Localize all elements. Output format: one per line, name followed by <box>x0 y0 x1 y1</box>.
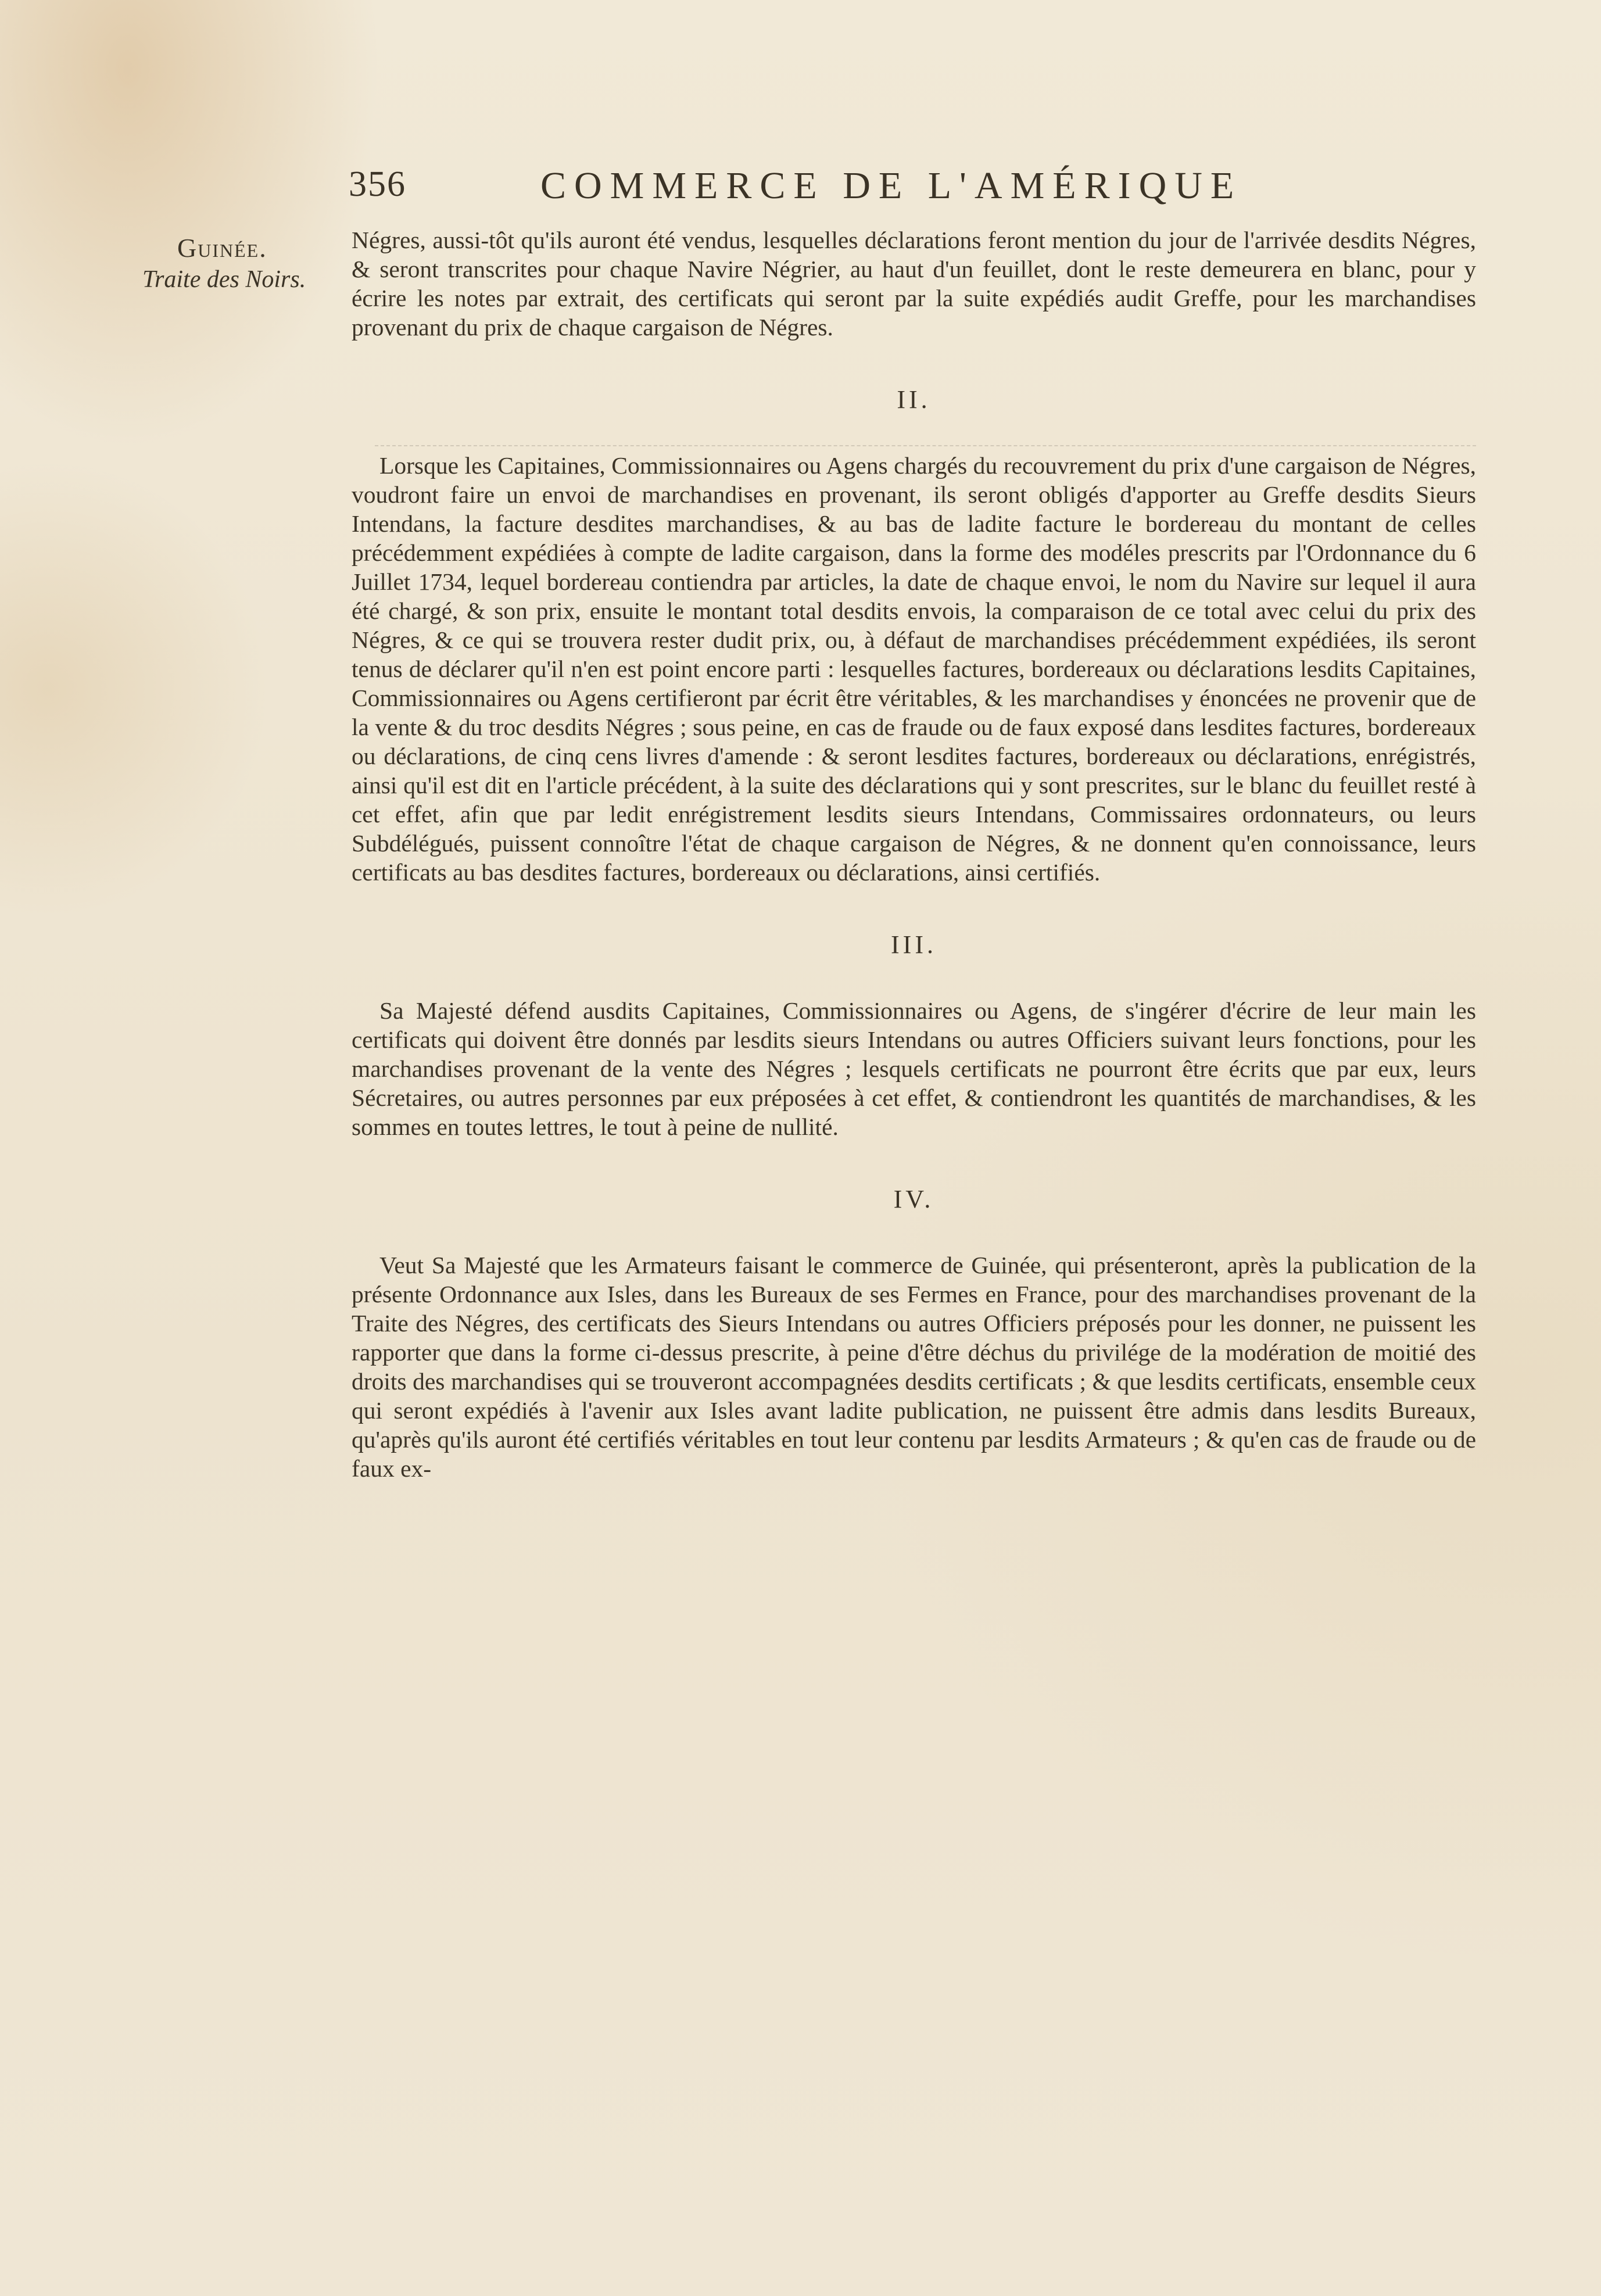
article-text: Lorsque les Capitaines, Commissionnaires ou Agens chargés du recouvrement du prix d'une cargaison de Négres, voudront faire un envoi de marchandises en provenant, ils seront obligés d'apporter au Greffe desdits Sieurs Intendans, la facture desdites marchandises, & au bas de ladite facture le bordereau du montant de celles précédemment expédiées à compte de ladite cargaison, dans la forme des modéles prescrits par l'Ordonnance du 6 Juillet 1734, lequel bordereau contiendra par articles, la date de chaque envoi, le nom du Navire sur lequel il aura été chargé, & son prix, ensuite le montant total desdits envois, la comparaison de ce total avec celui du prix des Négres, & ce qui se trouvera rester dudit prix, ou, à défaut de marchandises précédemment expédiées, ils seront tenus de déclarer qu'il n'en est point encore parti : lesquelles factures, bordereaux ou déclarations lesdits Capitaines, Commissionnaires ou Agens certifieront par écrit être véritables, & les marchandises y énoncées ne provenir que de la vente & du troc desdits Négres ; sous peine, en cas de fraude ou de faux exposé dans lesdites factures, bordereaux ou déclarations, de cinq cens livres d'amende : & seront lesdites factures, bordereaux ou déclarations, enrégistrés, ainsi qu'il est dit en l'article précédent, à la suite des déclarations qui y sont prescrites, sur le blanc du feuillet resté à cet effet, afin que par ledit enrégistrement lesdits sieurs Intendans, Commissaires ordonnateurs, ou leurs Subdélégués, puissent connoître l'état de chaque cargaison de Négres, & ne donnent qu'en connoissance, leurs certificats au bas desdites factures, bordereaux ou déclarations, ainsi certifiés. <box>352 452 1476 886</box>
running-title: COMMERCE DE L'AMÉRIQUE <box>540 164 1242 207</box>
margin-note-topic: Traite des Noirs. <box>142 266 306 293</box>
intro-paragraph: Négres, aussi-tôt qu'ils auront été vendus, lesquelles déclarations feront mention du jour de l'arrivée desdits Négres, & seront transcrites pour chaque Navire Négrier, au haut d'un feuillet, dont le reste demeurera en blanc, pour y écrire les notes par extrait, des certificats qui seront par la suite expédiés audit Greffe, pour les marchandises provenant du prix de chaque cargaison de Négres. <box>352 227 1476 341</box>
article-heading: III. <box>891 930 937 959</box>
page-header <box>349 164 1476 216</box>
article-text: Sa Majesté défend ausdits Capitaines, Commissionnaires ou Agens, de s'ingérer d'écrire de leur main les certificats qui doivent être donnés par lesdits sieurs Intendans ou autres Officiers suivant leurs fonctions, pour les marchandises provenant de la vente des Négres ; lesquels certificats ne pourront être écrits que par eux, leurs Sécretaires, ou autres personnes par eux préposées à cet effet, & contiendront les quantités de marchandises, & les sommes en toutes lettres, le tout à peine de nullité. <box>352 997 1476 1140</box>
article-ii <box>352 382 1476 887</box>
document-body <box>352 225 1476 1483</box>
section-divider <box>375 445 1476 447</box>
article-iv <box>352 1182 1476 1483</box>
article-iii <box>352 927 1476 1141</box>
article-heading: IV. <box>893 1185 934 1213</box>
margin-note-region: Guinée. <box>177 233 267 263</box>
page-number: 356 <box>349 164 406 204</box>
article-heading: II. <box>897 385 931 414</box>
article-text: Veut Sa Majesté que les Armateurs faisant le commerce de Guinée, qui présenteront, après la publication de la présente Ordonnance aux Isles, dans les Bureaux de ses Fermes en France, pour des marchandises provenant de la Traite des Négres, des certificats des Sieurs Intendans ou autres Officiers préposés pour les donner, ne puissent les rapporter que dans la forme ci-dessus prescrite, à peine d'être déchus du privilége de la modération de moitié des droits des marchandises qui se trouveront accompagnées desdits certificats ; & que lesdits certificats, ensemble ceux qui seront expédiés à l'avenir aux Isles avant ladite publication, ne puissent être admis dans lesdits Bureaux, qu'après qu'ils auront été certifiés véritables en tout leur contenu par lesdits Armateurs ; & qu'en cas de fraude ou de faux ex- <box>352 1252 1476 1482</box>
margin-note <box>142 232 352 295</box>
